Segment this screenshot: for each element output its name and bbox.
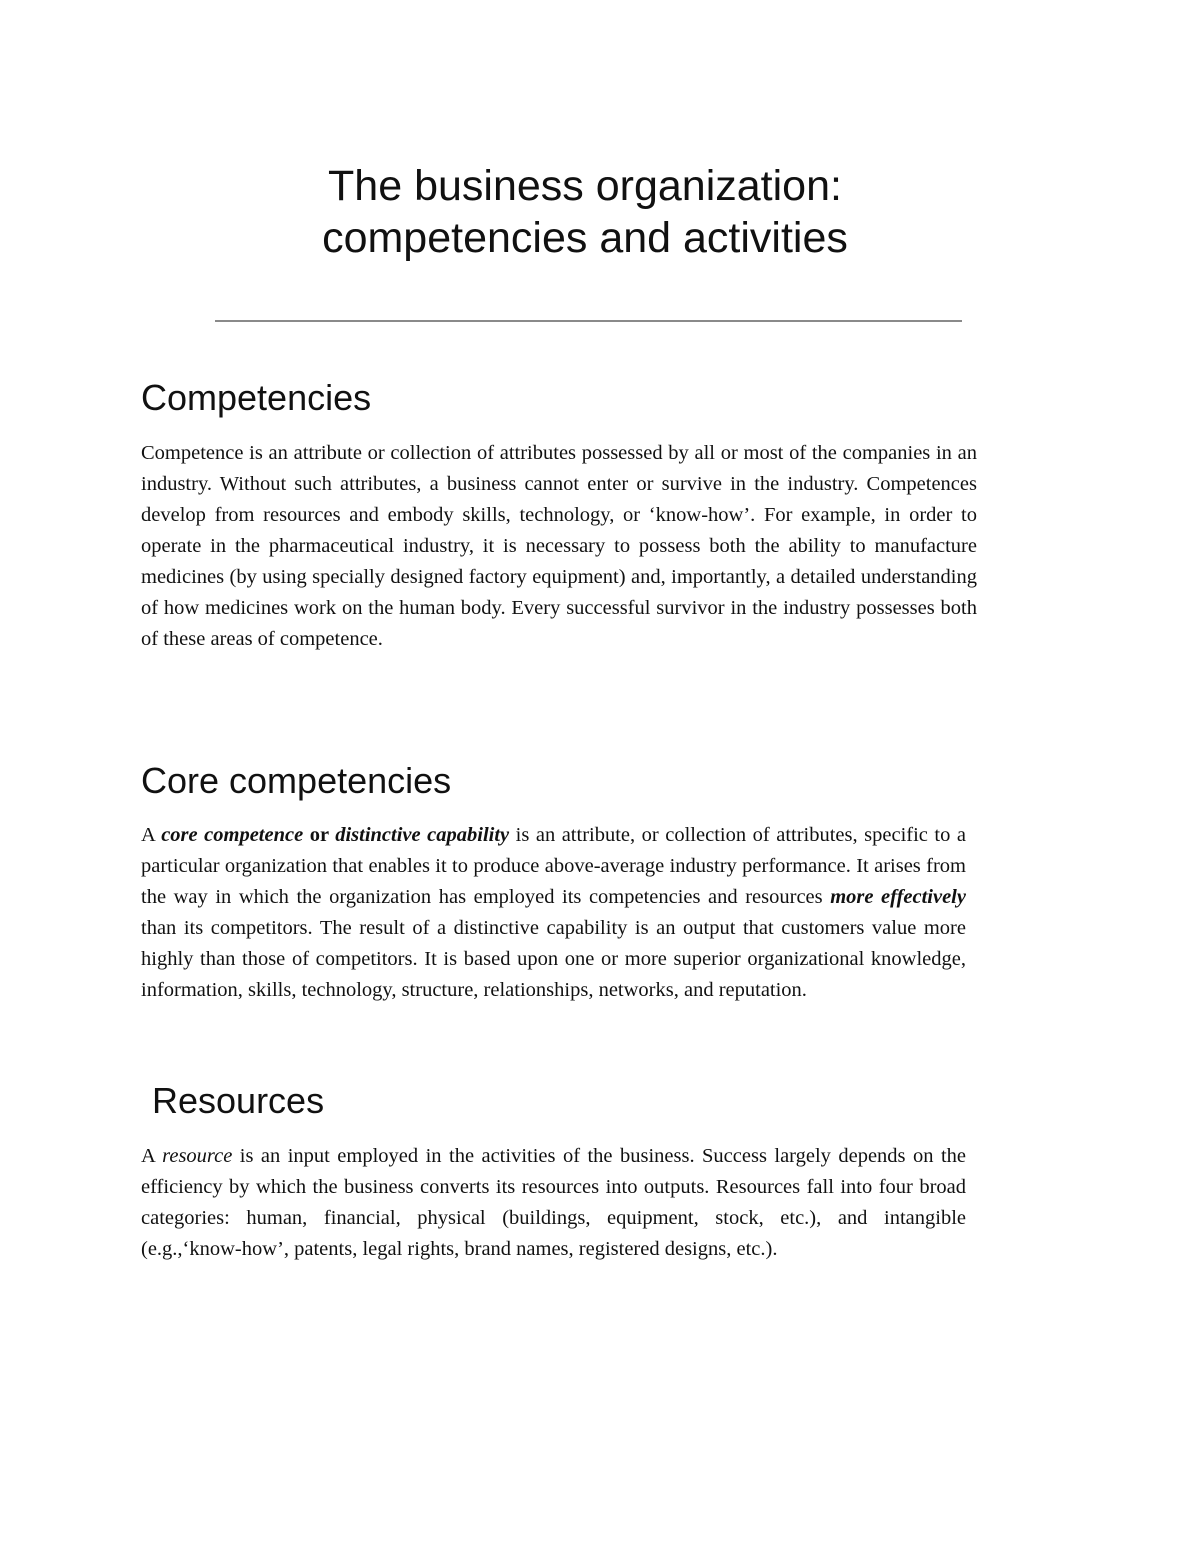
term-more-effectively: more effectively — [830, 886, 966, 908]
term-distinctive-capability: distinctive capability — [335, 824, 510, 846]
text-run: than its competitors. The result of a distinctive capability is an output that customers value more highly than those of competitors. It is based upon one or more superior organizational knowledge, information, skills, technology, structure, relationships, networks, and reputation. — [141, 917, 966, 1001]
paragraph-competencies: Competence is an attribute or collection of attributes possessed by all or most of the companies in an industry. Without such attributes, a business cannot enter or survive in the industry. Competences develop from resources and embody skills, technology, or ‘know-how’. For example, in order to operate in the pharmaceutical industry, it is necessary to possess both the ability to manufacture medicines (by using specially designed factory equipment) and, importantly, a detailed understanding of how medicines work on the human body. Every successful survivor in the industry possesses both of these areas of competence. — [141, 442, 977, 650]
title-line-2: competencies and activities — [322, 214, 848, 262]
text-run-or: or — [303, 824, 336, 846]
heading-competencies: Competencies — [141, 377, 372, 418]
text-run: A — [141, 824, 162, 846]
paragraph-resources — [141, 1141, 966, 1265]
title-divider — [215, 320, 962, 322]
text-run: A — [141, 1145, 163, 1167]
heading-resources: Resources — [152, 1080, 325, 1121]
term-resource: resource — [162, 1145, 233, 1167]
heading-core-competencies: Core competencies — [141, 760, 452, 801]
paragraph-core-competencies — [141, 820, 966, 1006]
document-title — [190, 160, 980, 264]
text-run: is an attribute, or collection of attributes, specific to a particular organization that enables it to produce above-average industry performance. It arises from the way in which the organization has employed its competencies and resources — [141, 824, 966, 908]
text-run: is an input employed in the activities of the business. Success largely depends on the efficiency by which the business converts its resources into outputs. Resources fall into four broad categories: human, financial, physical (buildings, equipment, stock, etc.), and intangible (e.g.,‘know-how’, patents, legal rights, brand names, registered designs, etc.). — [141, 1145, 966, 1260]
term-core-competence: core competence — [161, 824, 304, 846]
title-line-1: The business organization: — [328, 162, 842, 210]
